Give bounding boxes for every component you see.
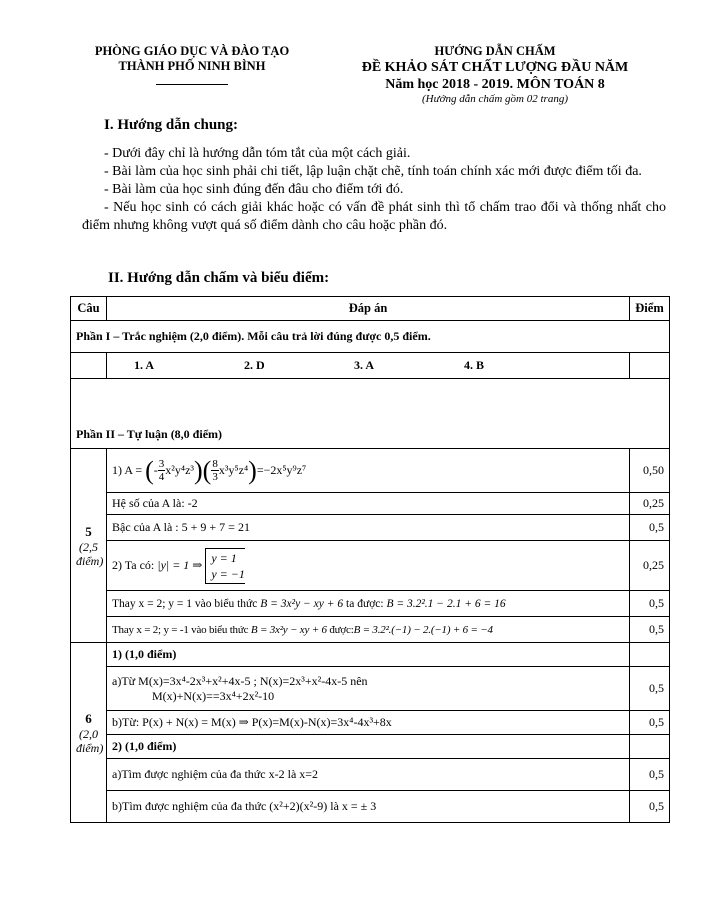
q6-score-a: 0,5 xyxy=(630,667,670,711)
header-left xyxy=(92,44,292,85)
q6-row-1 xyxy=(71,643,670,667)
q5-row-2 xyxy=(71,493,670,515)
q5-r5-mid: ta được: xyxy=(346,597,384,610)
q6-number: 6 xyxy=(85,710,92,726)
q5-score-2: 0,25 xyxy=(630,493,670,515)
q5-row-1 xyxy=(71,449,670,493)
part2-row xyxy=(71,379,670,449)
q5-term-2: x³y⁵z⁴ xyxy=(218,462,249,477)
q5-answer-2: Hệ số của A là: -2 xyxy=(107,493,630,515)
part1-row xyxy=(71,321,670,353)
q6-row-4 xyxy=(71,735,670,759)
q6-score-b: 0,5 xyxy=(630,711,670,735)
general-guidelines xyxy=(82,145,666,235)
q5-r4-prefix: 2) Ta có: xyxy=(112,557,155,572)
q5-score-6: 0,5 xyxy=(630,617,670,643)
answers-empty-cell xyxy=(71,353,107,379)
q6-answer-b: b)Từ: P(x) + N(x) = M(x) ⇒ P(x)=M(x)-N(x)=3x⁴-4x³+8x xyxy=(107,711,630,735)
q5-r6-prefix: Thay x = 2; y = -1 vào biểu thức xyxy=(112,623,249,636)
department-name: PHÒNG GIÁO DỤC VÀ ĐÀO TẠO xyxy=(94,44,290,58)
q6-sub2-title: 2) (1,0 điểm) xyxy=(107,735,630,759)
q5-row-6 xyxy=(71,617,670,643)
answer-3: 3. A xyxy=(354,358,375,372)
answer-4: 4. B xyxy=(464,358,485,372)
city-name: THÀNH PHỐ NINH BÌNH xyxy=(118,59,266,73)
q5-score-4: 0,25 xyxy=(630,541,670,591)
q6-a-line1: a)Từ M(x)=3x⁴-2x³+x²+4x-5 ; N(x)=2x³+x²-4x-5 nên xyxy=(112,673,368,688)
guideline-1: - Dưới đây chỉ là hướng dẫn tóm tắt của một cách giải. xyxy=(104,146,411,161)
answers-cell xyxy=(107,353,630,379)
q6-row-5 xyxy=(71,759,670,791)
q5-r5-expr: B = 3x²y − xy + 6 xyxy=(260,597,344,610)
q5-points: (2,5 điểm) xyxy=(76,539,104,568)
q5-r4-case2: y = −1 xyxy=(211,566,245,581)
exam-title: ĐỀ KHẢO SÁT CHẤT LƯỢNG ĐẦU NĂM xyxy=(361,60,629,75)
q5-score-3: 0,5 xyxy=(630,515,670,541)
q6-answer-a xyxy=(107,667,630,711)
q5-r6-expr: B = 3x²y − xy + 6 xyxy=(250,623,327,636)
q6-answer-d: b)Tìm được nghiệm của đa thức (x²+2)(x²-9) là x = ± 3 xyxy=(107,791,630,823)
q5-answer-3: Bậc của A là : 5 + 9 + 7 = 21 xyxy=(107,515,630,541)
q5-r6-result: B = 3.2².(−1) − 2.(−1) + 6 = −4 xyxy=(353,623,493,636)
q5-term-1: x²y⁴z³ xyxy=(165,462,194,477)
guideline-3: - Bài làm của học sinh đúng đến đâu cho điểm tới đó. xyxy=(104,182,404,197)
q6-sub1-title: 1) (1,0 điểm) xyxy=(107,643,630,667)
page-note: (Hướng dẫn chấm gồm 02 trang) xyxy=(422,93,568,105)
header-cau: Câu xyxy=(71,297,107,321)
q5-r6-mid: được: xyxy=(329,623,354,636)
q5-label-cell xyxy=(71,449,107,643)
q5-r1-prefix: 1) A = xyxy=(112,462,143,477)
guideline-4: - Nếu học sinh có cách giải khác hoặc có vấn đề phát sinh thì tổ chấm trao đổi và thống nhất cho điểm nhưng không vượt quá số điểm dành cho câu hoặc phần đó. xyxy=(82,200,666,233)
part2-title: Phần II – Tự luận (8,0 điểm) xyxy=(71,379,670,449)
q5-score-1: 0,50 xyxy=(630,449,670,493)
section-2-title: II. Hướng dẫn chấm và biểu điểm: xyxy=(108,270,330,286)
q5-frac-2-num: 8 xyxy=(212,458,218,470)
part1-title: Phần I – Trắc nghiệm (2,0 điểm). Mỗi câu trả lời đúng được 0,5 điểm. xyxy=(71,321,670,353)
doc-type: HƯỚNG DẪN CHẤM xyxy=(434,44,556,58)
guideline-2: - Bài làm của học sinh phải chi tiết, lập luận chặt chẽ, tính toán chính xác mới được điểm tối đa. xyxy=(104,164,642,179)
q6-sub2-score-cell xyxy=(630,735,670,759)
q6-row-2 xyxy=(71,667,670,711)
q6-sub1-score-cell xyxy=(630,643,670,667)
section-1-title: I. Hướng dẫn chung: xyxy=(104,117,239,133)
q6-answer-c: a)Tìm được nghiệm của đa thức x-2 là x=2 xyxy=(107,759,630,791)
q6-score-d: 0,5 xyxy=(630,791,670,823)
q5-answer-6 xyxy=(107,617,630,643)
q6-points: (2,0 điểm) xyxy=(76,726,104,755)
q5-score-5: 0,5 xyxy=(630,591,670,617)
q5-answer-1: 1) A = (- $\frac{3}{4}$ x²y⁴z³)( $\frac{8}{3}$ x³y⁵z⁴)=−2x⁵y⁹z⁷ xyxy=(107,449,630,493)
q6-score-c: 0,5 xyxy=(630,759,670,791)
q5-frac-1-den: 4 xyxy=(158,471,165,483)
answers-score-cell xyxy=(630,353,670,379)
q5-r5-result: B = 3.2².1 − 2.1 + 6 = 16 xyxy=(386,597,506,610)
header-right xyxy=(340,44,650,106)
q5-frac-2-den: 3 xyxy=(212,471,218,483)
q6-a-line2: M(x)+N(x)==3x⁴+2x²-10 xyxy=(152,688,275,703)
q5-r4-abs: |y| = 1 ⇒ xyxy=(157,557,203,572)
header-divider xyxy=(156,84,228,85)
header-dap-an: Đáp án xyxy=(107,297,630,321)
q5-r1-result: =−2x⁵y⁹z⁷ xyxy=(256,462,307,477)
q6-row-3 xyxy=(71,711,670,735)
q5-answer-5 xyxy=(107,591,630,617)
table-header-row xyxy=(71,297,670,321)
q5-r4-cases xyxy=(205,548,245,584)
q6-row-6 xyxy=(71,791,670,823)
q5-frac-1-num: 3 xyxy=(158,458,165,470)
q5-answer-4 xyxy=(107,541,630,591)
header-diem: Điểm xyxy=(630,297,670,321)
answer-1: 1. A xyxy=(134,358,155,372)
q5-number: 5 xyxy=(85,523,92,539)
answer-2: 2. D xyxy=(244,358,265,372)
q6-label-cell xyxy=(71,643,107,823)
q5-frac-2 xyxy=(211,458,219,483)
q5-row-4 xyxy=(71,541,670,591)
q5-r5-prefix: Thay x = 2; y = 1 vào biểu thức xyxy=(112,597,258,610)
q5-row-3 xyxy=(71,515,670,541)
q5-row-5 xyxy=(71,591,670,617)
answers-row xyxy=(71,353,670,379)
grading-table xyxy=(70,296,670,823)
school-year: Năm học 2018 - 2019. MÔN TOÁN 8 xyxy=(385,77,605,92)
q5-r4-case1: y = 1 xyxy=(211,550,237,565)
